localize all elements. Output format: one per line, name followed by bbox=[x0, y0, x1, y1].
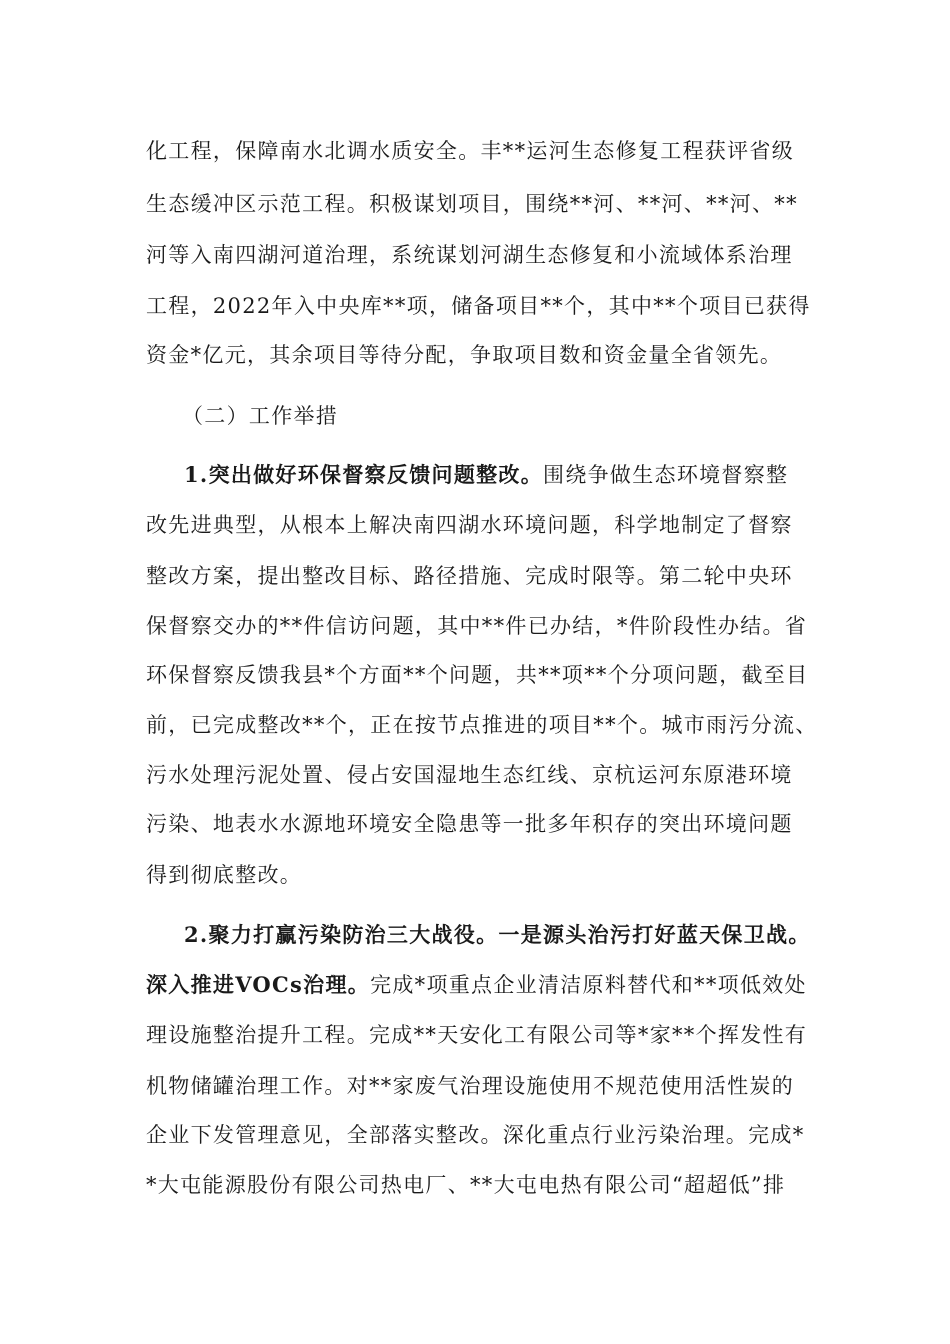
paragraph-line: 得到彻底整改。 bbox=[146, 863, 303, 887]
paragraph-line: 生态缓冲区示范工程。积极谋划项目，围绕**河、**河、**河、** bbox=[146, 192, 798, 216]
paragraph-line: 资金*亿元，其余项目等待分配，争取项目数和资金量全省领先。 bbox=[146, 343, 783, 367]
paragraph-line: 环保督察反馈我县*个方面**个问题，共**项**个分项问题，截至目 bbox=[146, 663, 809, 687]
paragraph-line: 整改方案，提出整改目标、路径措施、完成时限等。第二轮中央环 bbox=[146, 564, 793, 588]
item2-title: 2.聚力打赢污染防治三大战役。一是源头治污打好蓝天保卫战。 bbox=[184, 922, 811, 947]
item1-first-line-text: 围绕争做生态环境督察整 bbox=[543, 463, 789, 487]
paragraph-line: *大屯能源股份有限公司热电厂、**大屯电热有限公司“超超低”排 bbox=[146, 1173, 786, 1197]
item1-first-line bbox=[184, 460, 806, 490]
paragraph-line: 污染、地表水水源地环境安全隐患等一批多年积存的突出环境问题 bbox=[146, 812, 793, 836]
paragraph-line: 企业下发管理意见，全部落实整改。深化重点行业污染治理。完成* bbox=[146, 1123, 805, 1147]
paragraph-line: 理设施整治提升工程。完成**天安化工有限公司等*家**个挥发性有 bbox=[146, 1023, 808, 1047]
paragraph-line: 污水处理污泥处置、侵占安国湿地生态红线、京杭运河东原港环境 bbox=[146, 763, 793, 787]
item2-second-line-text: 完成*项重点企业清洁原料替代和**项低效处 bbox=[370, 973, 807, 997]
paragraph-line: 前，已完成整改**个，正在按节点推进的项目**个。城市雨污分流、 bbox=[146, 713, 818, 737]
paragraph-line: 改先进典型，从根本上解决南四湖水环境问题，科学地制定了督察 bbox=[146, 513, 793, 537]
item2-second-line bbox=[146, 970, 806, 1000]
paragraph-line: 机物储罐治理工作。对**家废气治理设施使用不规范使用活性炭的 bbox=[146, 1074, 794, 1098]
paragraph-line: 工程，2022年入中央库**项，储备项目**个，其中**个项目已获得 bbox=[146, 294, 811, 318]
paragraph-line: 化工程，保障南水北调水质安全。丰**运河生态修复工程获评省级 bbox=[146, 139, 794, 163]
paragraph-line: 河等入南四湖河道治理，系统谋划河湖生态修复和小流域体系治理 bbox=[146, 243, 793, 267]
item2-sub-title: 深入推进VOCs治理。 bbox=[146, 972, 371, 997]
paragraph-line: 保督察交办的**件信访问题，其中**件已办结，*件阶段性办结。省 bbox=[146, 614, 808, 638]
item1-title: 1.突出做好环保督察反馈问题整改。 bbox=[184, 462, 544, 487]
section-heading: （二）工作举措 bbox=[182, 404, 339, 428]
